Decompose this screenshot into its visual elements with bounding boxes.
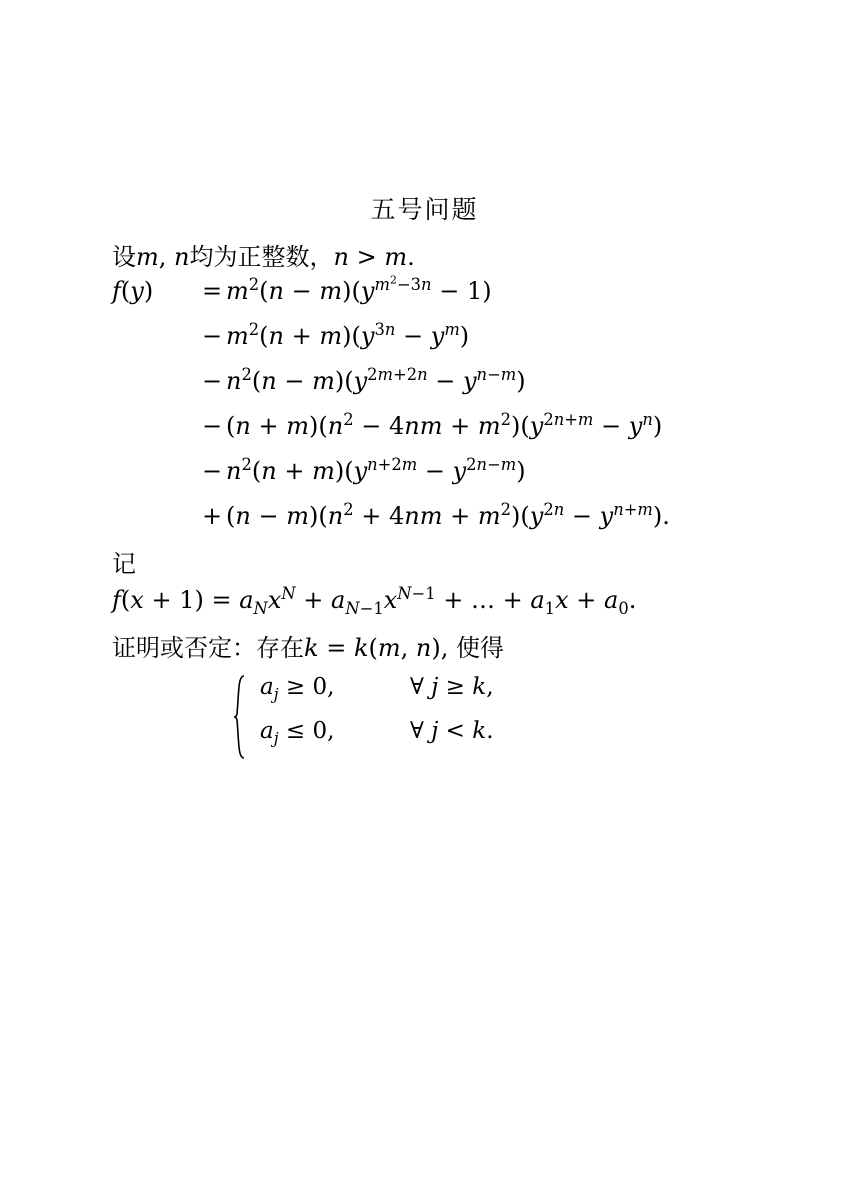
- equation-term-2: $m^2(n + m)(y^{3n} - y^m)$: [226, 320, 470, 350]
- equation-lhs: f(y): [112, 277, 154, 305]
- case-1-quantifier: ∀ j ≥ k,: [410, 674, 494, 700]
- equation-term-4: $(n + m)(n^2 - 4nm + m^2)(y^{2n+m} - y^n)$: [226, 410, 663, 440]
- equation-sign-5: −: [201, 457, 223, 485]
- case-2-quantifier: ∀ j < k.: [410, 718, 494, 744]
- page-title: 五号问题: [370, 195, 479, 224]
- equation-sign-4: −: [201, 412, 223, 440]
- intro-mid: 均为正整数，: [189, 243, 334, 271]
- equation-term-5: $n^2(n + m)(y^{n+2m} - y^{2n-m})$: [226, 455, 526, 485]
- case-2-relation: $a_j \le 0$,: [260, 718, 335, 748]
- intro-line: 设m, n均为正整数，n > m.: [112, 243, 415, 271]
- document-body: [112, 243, 772, 748]
- note-label: 记: [112, 550, 136, 578]
- equation-term-6: $(n - m)(n^2 + 4nm + m^2)(y^{2n} - y^{n+m})$.: [226, 500, 670, 530]
- cases-rows: [260, 674, 494, 748]
- equation-term-3: $n^2(n - m)(y^{2m+2n} - y^{n-m})$: [226, 365, 526, 395]
- equation-sign-2: −: [201, 322, 223, 350]
- left-brace-icon: [232, 674, 248, 744]
- expansion-equation: $f(x + 1) = a_Nx^N + a_{N-1}x^{N-1}$ + … + $a_1x + a_0$.: [112, 584, 637, 618]
- equation-term-1: $m^2(n - m)(y^{m^2-3n} - 1)$: [226, 273, 492, 305]
- equation-sign-6: +: [201, 502, 223, 530]
- equation-relation: =: [201, 277, 223, 305]
- equation-sign-3: −: [201, 367, 223, 395]
- cases-block: [232, 674, 772, 748]
- case-1-relation: $a_j \ge 0$,: [260, 674, 335, 704]
- intro-prefix: 设: [112, 243, 136, 271]
- main-equation: [112, 273, 772, 530]
- prove-prompt: 证明或否定：存在k = k(m, n), 使得: [112, 634, 504, 662]
